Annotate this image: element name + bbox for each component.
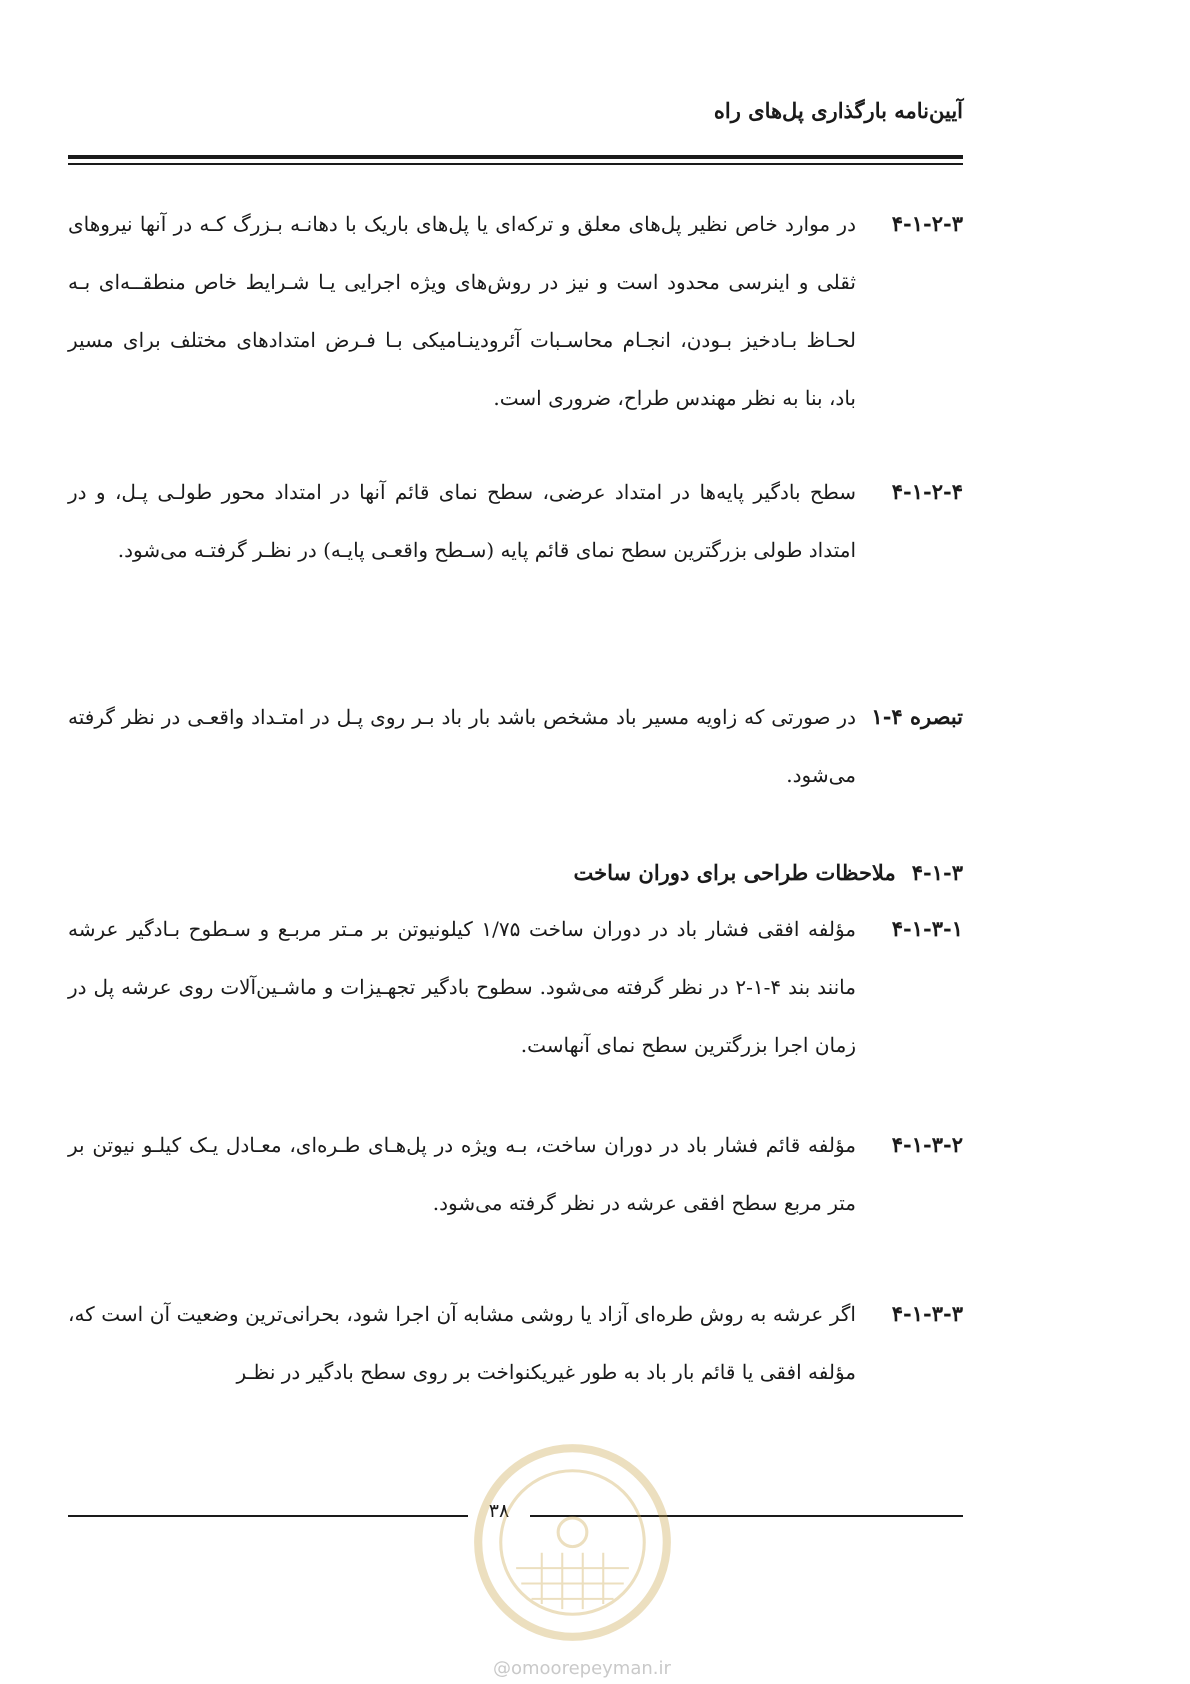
- note-4-1: [68, 688, 963, 804]
- clause-text: در موارد خاص نظیر پل‌های معلق و ترکه‌ای یا پل‌های باریک با دهانـه بـزرگ کـه در آنها نیروهای ثقلی و اینرسی محدود است و نیز در روش‌های ویژه اجرایی یـا شـرایط خاص منطقــه‌ای بـه لحـاظ بـادخیز بـودن، انجـام محاسـبات آئرودینـامیکی بـا فـرض امتدادهای مختلف برای مسیر باد، بنا به نظر مهندس طراح، ضروری است.: [68, 212, 856, 410]
- clause-4-1-2-3: [68, 195, 963, 427]
- clause-4-1-2-4: [68, 463, 963, 637]
- note-number: [871, 688, 963, 746]
- clause-number: ۴-۱-۳-۳: [891, 1301, 963, 1326]
- clause-number: ۴-۱-۳-۱: [891, 916, 963, 941]
- note-label: تبصره: [910, 704, 963, 729]
- note-number-value: ۴-۱: [871, 704, 903, 729]
- clause-4-1-3-1: [68, 900, 963, 1074]
- header-rule-thick: [68, 155, 963, 159]
- footer-rule-left: [68, 1515, 468, 1517]
- clause-text: اگر عرشه به روش طره‌ای آزاد یا روشی مشابه آن اجرا شود، بحرانی‌ترین وضعیت آن است که، مؤلفه افقی یا قائم بار باد به طور غیریکنواخت بر روی سطح بادگیر در نظـر: [68, 1302, 856, 1384]
- heading-number: ۴-۱-۳: [911, 860, 963, 885]
- running-header-title: آیین‌نامه بارگذاری پل‌های راه: [713, 98, 963, 123]
- clause-text: مؤلفه افقی فشار باد در دوران ساخت ۱/۷۵ کیلونیوتن بر مـتر مربـع و سـطوح بـادگیر عرشه مانند بند ۴-۱-۲ در نظر گرفته می‌شود. سطوح بادگیر تجهـیزات و ماشـین‌آلات روی عرشه پل در زمان اجرا بزرگترین سطح نمای آنهاست.: [68, 917, 856, 1057]
- clause-4-1-3-2: [68, 1116, 963, 1232]
- clause-text: مؤلفه قائم فشار باد در دوران ساخت، بـه ویژه در پل‌هـای طـره‌ای، معـادل یـک کیلـو نیوتن بر متر مربع سطح افقی عرشه در نظر گرفته می‌شود.: [68, 1133, 856, 1215]
- clause-number: ۴-۱-۳-۲: [891, 1132, 963, 1157]
- clause-number: ۴-۱-۲-۴: [891, 479, 963, 504]
- section-heading: [68, 860, 963, 885]
- heading-title: ملاحظات طراحی برای دوران ساخت: [573, 860, 896, 885]
- note-text: در صورتی که زاویه مسیر باد مشخص باشد بار باد بـر روی پـل در امتـداد واقعـی در نظر گرفته می‌شود.: [68, 705, 856, 787]
- clause-4-1-3-3: [68, 1285, 963, 1401]
- page-number: ۳۸: [488, 1500, 510, 1522]
- watermark-seal-icon: [470, 1440, 675, 1645]
- watermark-url: @omoorepeyman.ir: [493, 1658, 671, 1679]
- clause-text: سطح بادگیر پایه‌ها در امتداد عرضی، سطح نمای قائم آنها در امتداد محور طولـی پـل، و در امتداد طولی بزرگترین سطح نمای قائم پایه (سـطح واقعـی پایـه) در نظـر گرفتـه می‌شود.: [68, 480, 856, 562]
- header-rule-thin: [68, 163, 963, 165]
- clause-number: ۴-۱-۲-۳: [891, 211, 963, 236]
